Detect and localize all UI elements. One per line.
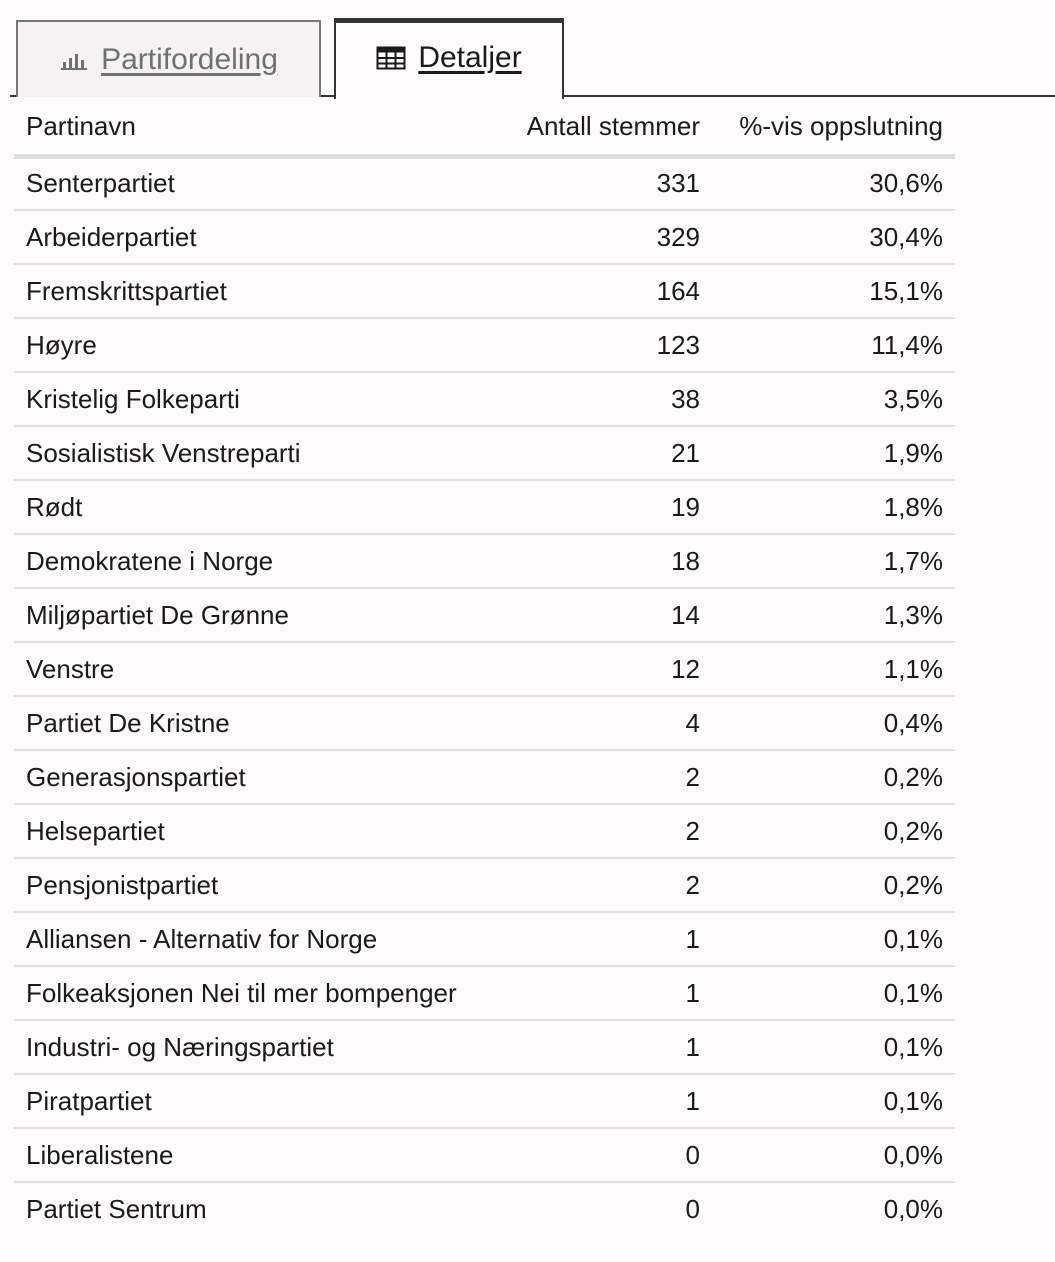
party-name-cell: Høyre xyxy=(14,318,502,372)
party-name-cell: Arbeiderpartiet xyxy=(14,210,502,264)
table-row xyxy=(14,642,955,696)
party-name-cell: Liberalistene xyxy=(14,1128,502,1182)
table-row xyxy=(14,1074,955,1128)
tab-detaljer[interactable] xyxy=(334,18,564,99)
votes-cell: 0 xyxy=(502,1182,712,1236)
votes-cell: 21 xyxy=(502,426,712,480)
tab-label: Detaljer xyxy=(418,41,522,74)
table-header-row xyxy=(14,100,955,156)
percent-cell: 1,7% xyxy=(712,534,955,588)
party-name-cell: Fremskrittspartiet xyxy=(14,264,502,318)
bar-chart-icon xyxy=(59,49,89,71)
party-name-cell: Helsepartiet xyxy=(14,804,502,858)
results-table xyxy=(14,100,955,1236)
table-row xyxy=(14,372,955,426)
votes-cell: 38 xyxy=(502,372,712,426)
party-name-cell: Senterpartiet xyxy=(26,168,175,199)
party-name-cell: Generasjonspartiet xyxy=(14,750,502,804)
table-row xyxy=(14,966,955,1020)
votes-cell: 1 xyxy=(502,912,712,966)
percent-cell: 0,1% xyxy=(712,912,955,966)
percent-cell: 0,1% xyxy=(712,1074,955,1128)
votes-cell: 4 xyxy=(502,696,712,750)
tab-bar xyxy=(10,18,1055,97)
party-name-cell: Rødt xyxy=(14,480,502,534)
table-row xyxy=(14,912,955,966)
table-row xyxy=(14,264,955,318)
table-row xyxy=(14,1128,955,1182)
percent-cell: 3,5% xyxy=(712,372,955,426)
column-header-votes[interactable]: Antall stemmer xyxy=(502,100,712,156)
percent-cell: 0,2% xyxy=(712,804,955,858)
percent-cell: 15,1% xyxy=(712,264,955,318)
party-name-cell: Miljøpartiet De Grønne xyxy=(14,588,502,642)
table-row xyxy=(14,318,955,372)
percent-cell: 0,1% xyxy=(712,1020,955,1074)
table-row xyxy=(14,156,955,210)
percent-cell: 0,2% xyxy=(712,858,955,912)
column-header-party-name[interactable]: Partinavn xyxy=(14,100,502,156)
votes-cell: 329 xyxy=(502,210,712,264)
tab-partifordeling[interactable] xyxy=(16,20,321,97)
party-name-cell: Kristelig Folkeparti xyxy=(14,372,502,426)
table-row xyxy=(14,588,955,642)
percent-cell: 1,8% xyxy=(712,480,955,534)
table-row xyxy=(14,750,955,804)
percent-cell: 30,4% xyxy=(712,210,955,264)
percent-cell: 1,3% xyxy=(712,588,955,642)
percent-cell: 0,4% xyxy=(712,696,955,750)
votes-cell: 19 xyxy=(502,480,712,534)
table-row xyxy=(14,804,955,858)
votes-cell: 1 xyxy=(502,1020,712,1074)
votes-cell: 331 xyxy=(656,168,700,199)
party-name-cell: Folkeaksjonen Nei til mer bompenger xyxy=(14,966,502,1020)
party-name-cell: Partiet De Kristne xyxy=(14,696,502,750)
percent-cell: 0,1% xyxy=(712,966,955,1020)
votes-cell: 2 xyxy=(502,750,712,804)
table-row xyxy=(14,1182,955,1236)
votes-cell: 12 xyxy=(502,642,712,696)
table-row xyxy=(14,534,955,588)
party-name-cell: Piratpartiet xyxy=(14,1074,502,1128)
table-row xyxy=(14,858,955,912)
votes-cell: 2 xyxy=(502,804,712,858)
party-name-cell: Venstre xyxy=(14,642,502,696)
votes-cell: 18 xyxy=(502,534,712,588)
party-name-cell: Alliansen - Alternativ for Norge xyxy=(14,912,502,966)
votes-cell: 0 xyxy=(502,1128,712,1182)
votes-cell: 2 xyxy=(502,858,712,912)
party-name-cell: Industri- og Næringspartiet xyxy=(14,1020,502,1074)
percent-cell: 0,0% xyxy=(712,1128,955,1182)
tab-label: Partifordeling xyxy=(101,42,278,76)
percent-cell: 1,9% xyxy=(712,426,955,480)
party-name-cell: Partiet Sentrum xyxy=(14,1182,502,1236)
party-name-cell: Pensjonistpartiet xyxy=(14,858,502,912)
percent-cell: 0,2% xyxy=(712,750,955,804)
party-name-cell: Demokratene i Norge xyxy=(14,534,502,588)
table-row xyxy=(14,696,955,750)
votes-cell: 14 xyxy=(502,588,712,642)
table-row xyxy=(14,210,955,264)
votes-cell: 1 xyxy=(502,966,712,1020)
table-row xyxy=(14,480,955,534)
percent-cell: 1,1% xyxy=(712,642,955,696)
party-name-cell: Sosialistisk Venstreparti xyxy=(14,426,502,480)
percent-cell: 11,4% xyxy=(712,318,955,372)
column-header-percent[interactable]: %-vis oppslutning xyxy=(712,100,955,156)
votes-cell: 1 xyxy=(502,1074,712,1128)
votes-cell: 164 xyxy=(502,264,712,318)
table-row xyxy=(14,1020,955,1074)
votes-cell: 123 xyxy=(502,318,712,372)
table-icon xyxy=(376,46,406,70)
percent-cell: 30,6% xyxy=(869,168,943,199)
table-row xyxy=(14,426,955,480)
percent-cell: 0,0% xyxy=(712,1182,955,1236)
